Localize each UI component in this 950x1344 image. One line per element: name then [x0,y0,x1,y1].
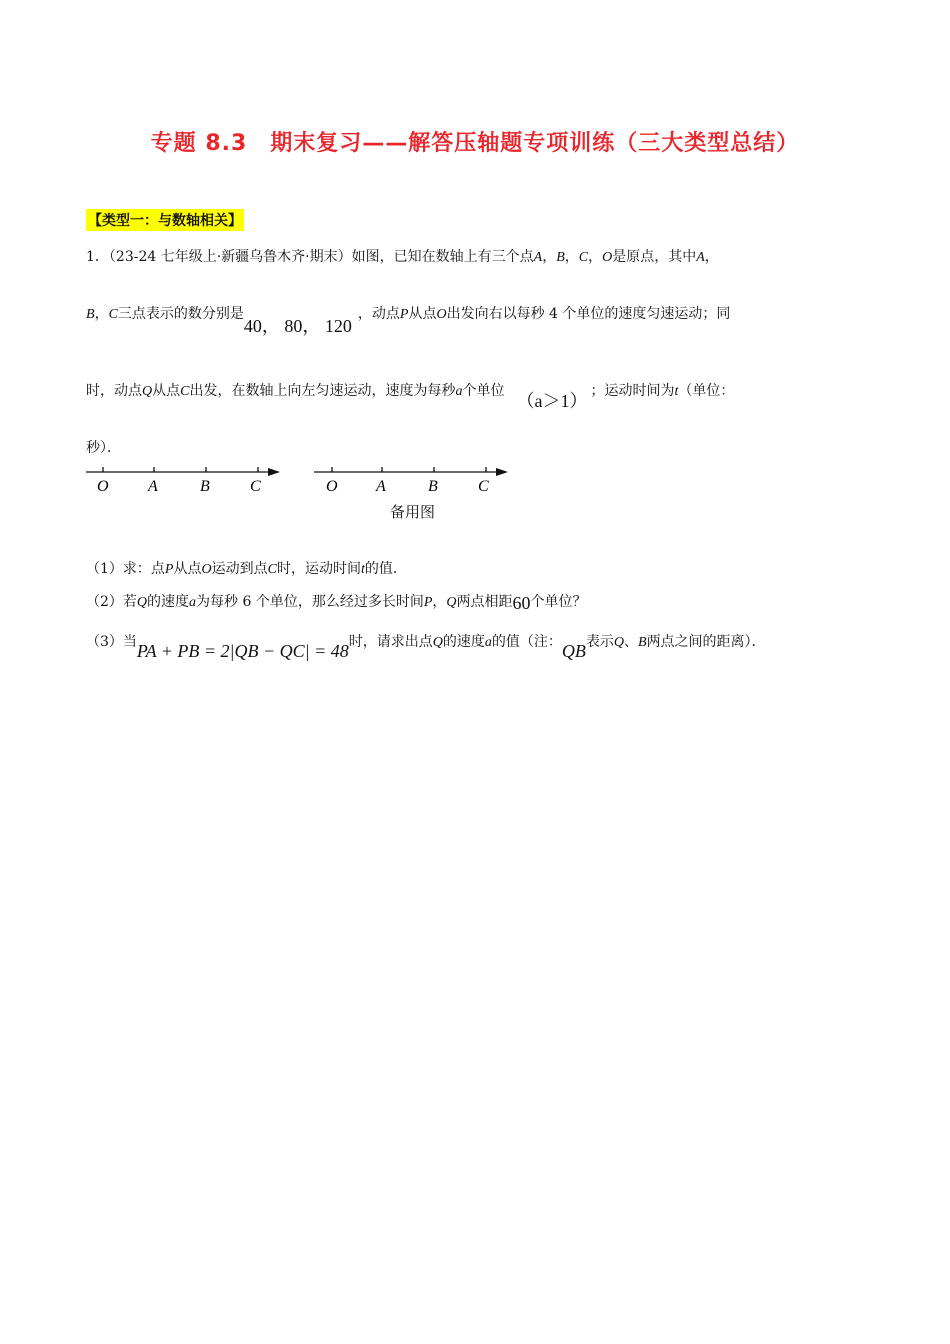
question-2: （2）若Q的速度a为每秒 6 个单位，那么经过多长时间P，Q两点相距60个单位？ [86,593,587,613]
problem-line-3: 时，动点Q从点C出发，在数轴上向左匀速运动，速度为每秒a个单位 （a＞1） ；运动时间为t（单位： [86,383,735,411]
question-3: （3）当PA + PB = 2|QB − QC| = 48时，请求出点Q的速度a的值（注：QB表示Q、B两点之间的距离）． [86,634,766,661]
label-C: C [250,478,261,495]
label-B-2: B [428,478,438,495]
label-C-2: C [478,478,489,495]
label-B: B [200,478,210,495]
qb-symbol: QB [561,641,586,661]
number-line-2 [314,467,508,495]
section-heading: 【类型一：与数轴相关】 [86,209,244,231]
problem-line-4: 秒）． [86,440,121,456]
equation: PA + PB = 2|QB − QC| = 48 [136,641,349,661]
distance-value: 60 [512,593,531,613]
speed-condition: （a＞1） [516,391,579,411]
label-O-2: O [326,478,338,495]
problem-source: （23-24 七年级上·新疆乌鲁木齐·期末） [108,249,352,265]
problem-line-1: 1．（23-24 七年级上·新疆乌鲁木齐·期末）如图，已知在数轴上有三个点A，B，C，O是原点，其中A， [86,249,719,265]
problem-number: 1． [86,249,109,265]
number-line-1 [86,467,280,495]
number-line-figure [80,460,520,500]
figure-caption: 备用图 [390,503,436,521]
label-O: O [97,478,109,495]
label-A: A [148,478,158,495]
label-A-2: A [376,478,386,495]
question-1: （1）求：点P从点O运动到点C时，运动时间t的值． [86,561,407,577]
point-values: 40， 80， 120 [243,316,352,336]
problem-line-2: B，C三点表示的数分别是40， 80， 120，动点P从点O出发向右以每秒 4 个单位的速度匀速运动；同 [86,306,731,336]
page-title: 专题 8.3 期末复习——解答压轴题专项训练（三大类型总结） [150,131,800,156]
